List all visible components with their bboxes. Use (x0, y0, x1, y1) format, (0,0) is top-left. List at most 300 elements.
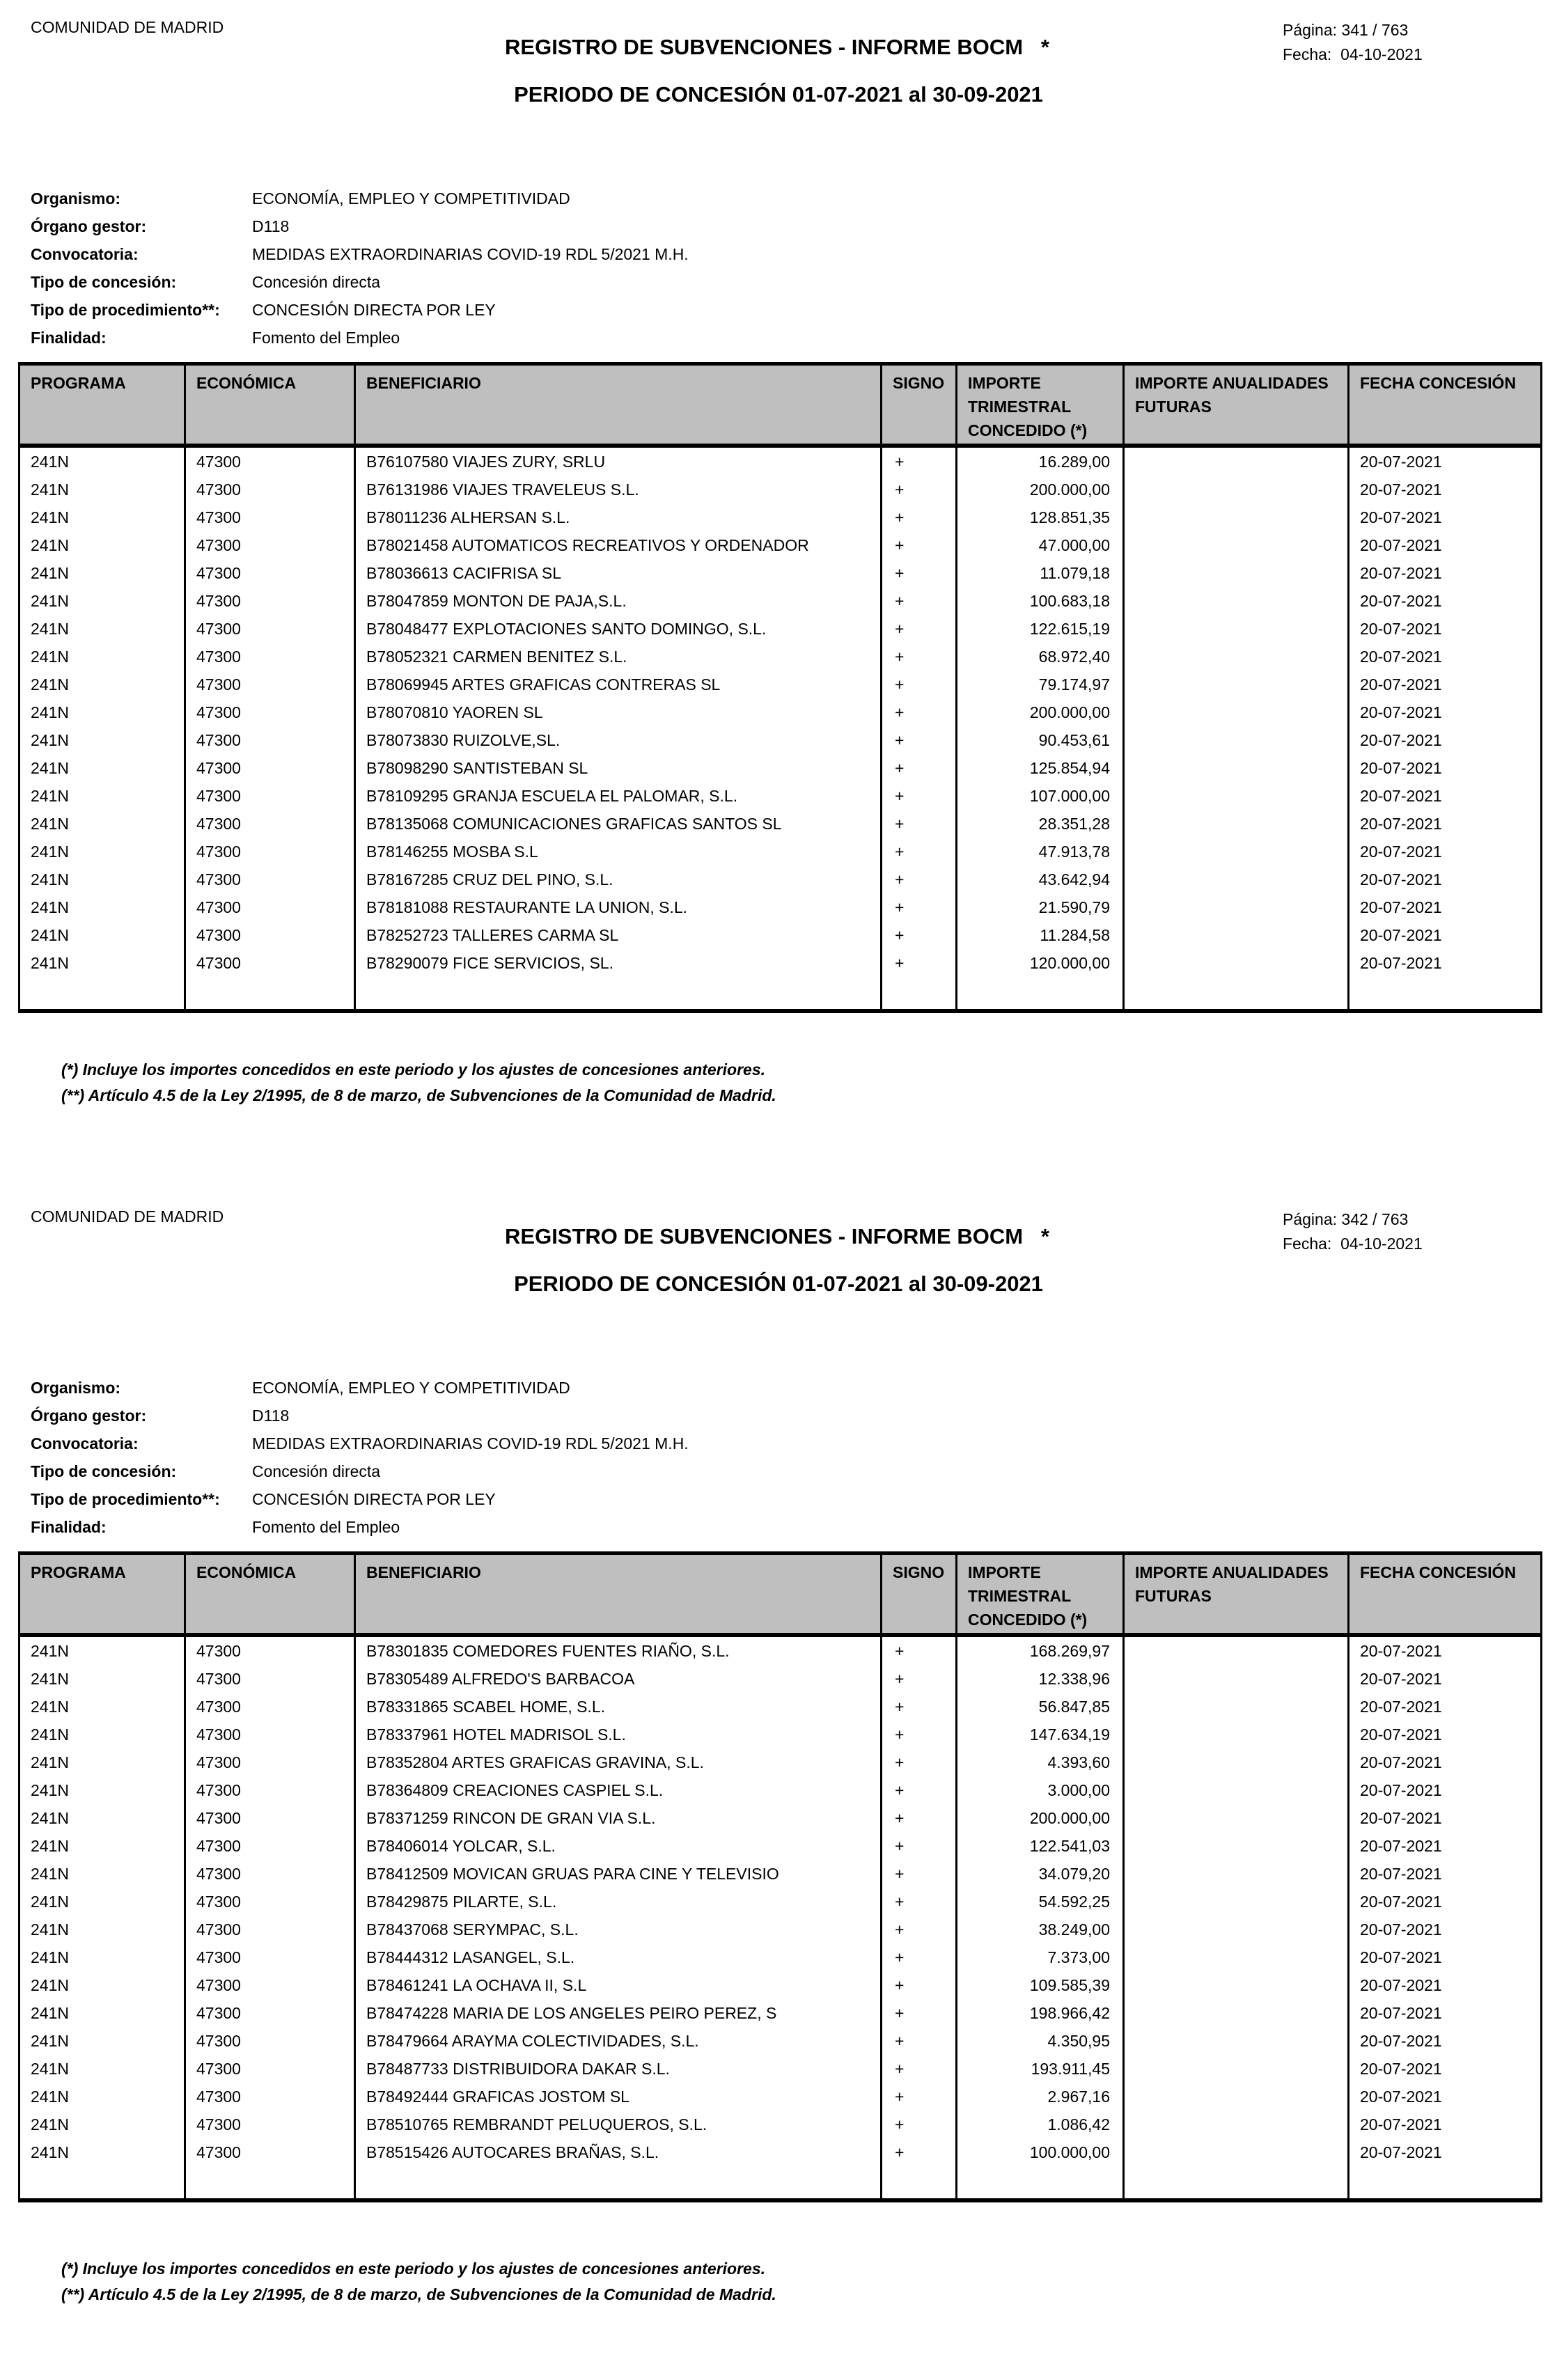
cell-signo: + (882, 2083, 957, 2111)
cell-importe-trimestral: 11.079,18 (957, 559, 1124, 587)
table-row (19, 2138, 1542, 2166)
cell-importe-anualidades (1124, 2083, 1349, 2111)
cell-beneficiario: B78444312 LASANGEL, S.L. (355, 1943, 882, 1971)
cell-signo: + (882, 866, 957, 893)
cell-programa: 241N (19, 1916, 185, 1943)
cell-signo: + (882, 893, 957, 921)
info-value: MEDIDAS EXTRAORDINARIAS COVID-19 RDL 5/2021 M.H. (252, 245, 689, 263)
column-header-economica: ECONÓMICA (185, 364, 355, 446)
cell-importe-trimestral: 54.592,25 (957, 1888, 1124, 1916)
cell-economica: 47300 (185, 949, 355, 977)
cell-fecha-concesion: 20-07-2021 (1349, 643, 1542, 671)
cell-economica: 47300 (185, 698, 355, 726)
cell-beneficiario: B78301835 COMEDORES FUENTES RIAÑO, S.L. (355, 1635, 882, 1665)
cell-fecha-concesion: 20-07-2021 (1349, 949, 1542, 977)
table-row (19, 866, 1542, 893)
cell-fecha-concesion: 20-07-2021 (1349, 2055, 1542, 2083)
cell-importe-anualidades (1124, 1804, 1349, 1832)
cell-signo: + (882, 726, 957, 754)
cell-programa: 241N (19, 866, 185, 893)
cell-importe-anualidades (1124, 921, 1349, 949)
cell-importe-anualidades (1124, 866, 1349, 893)
info-value: CONCESIÓN DIRECTA POR LEY (252, 301, 496, 319)
cell-beneficiario: B78479664 ARAYMA COLECTIVIDADES, S.L. (355, 2027, 882, 2055)
cell-signo: + (882, 810, 957, 838)
cell-signo: + (882, 698, 957, 726)
grants-table (18, 362, 1542, 1013)
cell-signo: + (882, 1888, 957, 1916)
cell-signo: + (882, 1748, 957, 1776)
cell-fecha-concesion: 20-07-2021 (1349, 671, 1542, 698)
page-info (1283, 18, 1423, 67)
empty-cell (1124, 977, 1349, 1011)
cell-economica: 47300 (185, 1693, 355, 1721)
cell-importe-anualidades (1124, 615, 1349, 643)
cell-programa: 241N (19, 1804, 185, 1832)
cell-beneficiario: B78052321 CARMEN BENITEZ S.L. (355, 643, 882, 671)
cell-importe-anualidades (1124, 1916, 1349, 1943)
cell-signo: + (882, 1693, 957, 1721)
cell-beneficiario: B78070810 YAOREN SL (355, 698, 882, 726)
cell-importe-trimestral: 3.000,00 (957, 1776, 1124, 1804)
cell-beneficiario: B78036613 CACIFRISA SL (355, 559, 882, 587)
cell-beneficiario: B78412509 MOVICAN GRUAS PARA CINE Y TELEVISIO (355, 1860, 882, 1888)
cell-economica: 47300 (185, 810, 355, 838)
cell-fecha-concesion: 20-07-2021 (1349, 1693, 1542, 1721)
cell-importe-trimestral: 79.174,97 (957, 671, 1124, 698)
column-header-fecha-concesion: FECHA CONCESIÓN (1349, 1553, 1542, 1636)
table-row (19, 1916, 1542, 1943)
cell-importe-anualidades (1124, 698, 1349, 726)
cell-importe-anualidades (1124, 782, 1349, 810)
cell-beneficiario: B76107580 VIAJES ZURY, SRLU (355, 446, 882, 476)
cell-beneficiario: B78135068 COMUNICACIONES GRAFICAS SANTOS SL (355, 810, 882, 838)
column-header-beneficiario: BENEFICIARIO (355, 364, 882, 446)
table-row (19, 2111, 1542, 2138)
cell-signo: + (882, 559, 957, 587)
cell-programa: 241N (19, 1943, 185, 1971)
cell-fecha-concesion: 20-07-2021 (1349, 587, 1542, 615)
table-row (19, 1888, 1542, 1916)
cell-beneficiario: B78515426 AUTOCARES BRAÑAS, S.L. (355, 2138, 882, 2166)
report-page (0, 1189, 1557, 2380)
cell-economica: 47300 (185, 838, 355, 866)
cell-importe-trimestral: 38.249,00 (957, 1916, 1124, 1943)
cell-signo: + (882, 643, 957, 671)
cell-signo: + (882, 782, 957, 810)
cell-beneficiario: B78011236 ALHERSAN S.L. (355, 503, 882, 531)
cell-economica: 47300 (185, 1776, 355, 1804)
cell-fecha-concesion: 20-07-2021 (1349, 754, 1542, 782)
cell-beneficiario: B78364809 CREACIONES CASPIEL S.L. (355, 1776, 882, 1804)
cell-importe-trimestral: 147.634,19 (957, 1721, 1124, 1748)
cell-importe-trimestral: 168.269,97 (957, 1635, 1124, 1665)
cell-beneficiario: B78492444 GRAFICAS JOSTOM SL (355, 2083, 882, 2111)
cell-importe-anualidades (1124, 1693, 1349, 1721)
cell-programa: 241N (19, 559, 185, 587)
cell-programa: 241N (19, 782, 185, 810)
cell-fecha-concesion: 20-07-2021 (1349, 2111, 1542, 2138)
table-row (19, 838, 1542, 866)
cell-importe-anualidades (1124, 754, 1349, 782)
empty-cell (185, 977, 355, 1011)
cell-beneficiario: B78474228 MARIA DE LOS ANGELES PEIRO PEREZ, S (355, 1999, 882, 2027)
report-period: PERIODO DE CONCESIÓN 01-07-2021 al 30-09-2021 (514, 82, 1043, 107)
page-number: Página: 341 / 763 (1283, 21, 1409, 39)
cell-economica: 47300 (185, 671, 355, 698)
table-row (19, 2055, 1542, 2083)
info-label: Convocatoria: (31, 245, 139, 263)
cell-beneficiario: B78073830 RUIZOLVE,SL. (355, 726, 882, 754)
cell-importe-anualidades (1124, 1971, 1349, 1999)
cell-economica: 47300 (185, 782, 355, 810)
cell-beneficiario: B78167285 CRUZ DEL PINO, S.L. (355, 866, 882, 893)
cell-importe-anualidades (1124, 1943, 1349, 1971)
report-title-text: REGISTRO DE SUBVENCIONES - INFORME BOCM * (505, 35, 1049, 59)
cell-signo: + (882, 754, 957, 782)
footnotes (61, 1057, 776, 1109)
empty-cell (19, 2166, 185, 2200)
cell-importe-anualidades (1124, 1635, 1349, 1665)
cell-fecha-concesion: 20-07-2021 (1349, 838, 1542, 866)
table-row (19, 782, 1542, 810)
table-row (19, 1748, 1542, 1776)
cell-fecha-concesion: 20-07-2021 (1349, 531, 1542, 559)
cell-programa: 241N (19, 1721, 185, 1748)
cell-beneficiario: B78146255 MOSBA S.L (355, 838, 882, 866)
cell-fecha-concesion: 20-07-2021 (1349, 866, 1542, 893)
info-label: Organismo: (31, 189, 121, 208)
info-value: Concesión directa (252, 273, 381, 291)
cell-importe-trimestral: 4.393,60 (957, 1748, 1124, 1776)
cell-beneficiario: B78047859 MONTON DE PAJA,S.L. (355, 587, 882, 615)
cell-importe-trimestral: 16.289,00 (957, 446, 1124, 476)
cell-importe-trimestral: 200.000,00 (957, 1804, 1124, 1832)
cell-importe-trimestral: 109.585,39 (957, 1971, 1124, 1999)
footnote-1: (*) Incluye los importes concedidos en este periodo y los ajustes de concesiones anteriores. (61, 1060, 766, 1079)
cell-importe-anualidades (1124, 643, 1349, 671)
cell-programa: 241N (19, 2055, 185, 2083)
cell-signo: + (882, 1665, 957, 1693)
cell-signo: + (882, 949, 957, 977)
cell-fecha-concesion: 20-07-2021 (1349, 1776, 1542, 1804)
cell-economica: 47300 (185, 643, 355, 671)
cell-importe-anualidades (1124, 1721, 1349, 1748)
cell-importe-trimestral: 12.338,96 (957, 1665, 1124, 1693)
cell-fecha-concesion: 20-07-2021 (1349, 1999, 1542, 2027)
info-label: Organismo: (31, 1379, 121, 1397)
report-period: PERIODO DE CONCESIÓN 01-07-2021 al 30-09-2021 (514, 1271, 1043, 1296)
cell-economica: 47300 (185, 1804, 355, 1832)
cell-programa: 241N (19, 643, 185, 671)
table-row (19, 810, 1542, 838)
table-row (19, 1635, 1542, 1665)
cell-fecha-concesion: 20-07-2021 (1349, 559, 1542, 587)
cell-importe-anualidades (1124, 559, 1349, 587)
table-row (19, 754, 1542, 782)
cell-importe-trimestral: 47.000,00 (957, 531, 1124, 559)
cell-importe-trimestral: 198.966,42 (957, 1999, 1124, 2027)
cell-importe-anualidades (1124, 1999, 1349, 2027)
cell-economica: 47300 (185, 1860, 355, 1888)
cell-importe-trimestral: 11.284,58 (957, 921, 1124, 949)
table-row (19, 1860, 1542, 1888)
cell-fecha-concesion: 20-07-2021 (1349, 1748, 1542, 1776)
cell-importe-trimestral: 200.000,00 (957, 698, 1124, 726)
cell-economica: 47300 (185, 1832, 355, 1860)
cell-importe-trimestral: 100.000,00 (957, 2138, 1124, 2166)
cell-fecha-concesion: 20-07-2021 (1349, 1721, 1542, 1748)
cell-signo: + (882, 446, 957, 476)
cell-programa: 241N (19, 476, 185, 503)
cell-importe-anualidades (1124, 671, 1349, 698)
empty-cell (185, 2166, 355, 2200)
cell-beneficiario: B78510765 REMBRANDT PELUQUEROS, S.L. (355, 2111, 882, 2138)
cell-programa: 241N (19, 838, 185, 866)
cell-economica: 47300 (185, 1635, 355, 1665)
table-row (19, 1971, 1542, 1999)
cell-economica: 47300 (185, 866, 355, 893)
cell-fecha-concesion: 20-07-2021 (1349, 1888, 1542, 1916)
cell-programa: 241N (19, 949, 185, 977)
cell-programa: 241N (19, 2138, 185, 2166)
cell-importe-trimestral: 200.000,00 (957, 476, 1124, 503)
table-row (19, 893, 1542, 921)
cell-fecha-concesion: 20-07-2021 (1349, 2027, 1542, 2055)
table-row (19, 698, 1542, 726)
cell-fecha-concesion: 20-07-2021 (1349, 476, 1542, 503)
cell-fecha-concesion: 20-07-2021 (1349, 1804, 1542, 1832)
footnote-2: (**) Artículo 4.5 de la Ley 2/1995, de 8 de marzo, de Subvenciones de la Comunidad de Madrid. (61, 1086, 776, 1104)
cell-programa: 241N (19, 726, 185, 754)
table-row (19, 531, 1542, 559)
cell-fecha-concesion: 20-07-2021 (1349, 1860, 1542, 1888)
report-title-text: REGISTRO DE SUBVENCIONES - INFORME BOCM * (505, 1224, 1049, 1248)
table-bottom-spacer (19, 977, 1542, 1011)
cell-fecha-concesion: 20-07-2021 (1349, 921, 1542, 949)
table-row (19, 1776, 1542, 1804)
organization-name: COMUNIDAD DE MADRID (31, 1207, 224, 1226)
table-row (19, 2083, 1542, 2111)
cell-beneficiario: B76131986 VIAJES TRAVELEUS S.L. (355, 476, 882, 503)
cell-fecha-concesion: 20-07-2021 (1349, 810, 1542, 838)
table-row (19, 1693, 1542, 1721)
cell-economica: 47300 (185, 531, 355, 559)
table-row (19, 587, 1542, 615)
empty-cell (957, 977, 1124, 1011)
cell-beneficiario: B78331865 SCABEL HOME, S.L. (355, 1693, 882, 1721)
cell-fecha-concesion: 20-07-2021 (1349, 893, 1542, 921)
cell-economica: 47300 (185, 1665, 355, 1693)
cell-signo: + (882, 1635, 957, 1665)
cell-signo: + (882, 1943, 957, 1971)
cell-economica: 47300 (185, 1971, 355, 1999)
cell-importe-anualidades (1124, 1888, 1349, 1916)
cell-economica: 47300 (185, 615, 355, 643)
cell-importe-trimestral: 100.683,18 (957, 587, 1124, 615)
cell-importe-trimestral: 56.847,85 (957, 1693, 1124, 1721)
cell-programa: 241N (19, 893, 185, 921)
table-row (19, 1721, 1542, 1748)
cell-importe-anualidades (1124, 2055, 1349, 2083)
table-row (19, 921, 1542, 949)
column-header-importe-anualidades: IMPORTE ANUALIDADES FUTURAS (1124, 1553, 1349, 1636)
cell-economica: 47300 (185, 2027, 355, 2055)
empty-cell (1124, 2166, 1349, 2200)
cell-fecha-concesion: 20-07-2021 (1349, 1635, 1542, 1665)
cell-signo: + (882, 2138, 957, 2166)
cell-signo: + (882, 503, 957, 531)
cell-fecha-concesion: 20-07-2021 (1349, 1943, 1542, 1971)
cell-beneficiario: B78371259 RINCON DE GRAN VIA S.L. (355, 1804, 882, 1832)
cell-economica: 47300 (185, 587, 355, 615)
table-row (19, 1804, 1542, 1832)
cell-programa: 241N (19, 1832, 185, 1860)
cell-programa: 241N (19, 587, 185, 615)
cell-signo: + (882, 615, 957, 643)
cell-programa: 241N (19, 754, 185, 782)
column-header-beneficiario: BENEFICIARIO (355, 1553, 882, 1636)
cell-beneficiario: B78181088 RESTAURANTE LA UNION, S.L. (355, 893, 882, 921)
cell-importe-anualidades (1124, 838, 1349, 866)
cell-fecha-concesion: 20-07-2021 (1349, 726, 1542, 754)
cell-economica: 47300 (185, 446, 355, 476)
cell-programa: 241N (19, 2111, 185, 2138)
cell-importe-trimestral: 47.913,78 (957, 838, 1124, 866)
cell-beneficiario: B78305489 ALFREDO'S BARBACOA (355, 1665, 882, 1693)
cell-importe-anualidades (1124, 949, 1349, 977)
info-label: Finalidad: (31, 329, 107, 347)
cell-economica: 47300 (185, 726, 355, 754)
empty-cell (355, 977, 882, 1011)
cell-importe-trimestral: 128.851,35 (957, 503, 1124, 531)
cell-economica: 47300 (185, 1943, 355, 1971)
cell-beneficiario: B78429875 PILARTE, S.L. (355, 1888, 882, 1916)
cell-fecha-concesion: 20-07-2021 (1349, 1971, 1542, 1999)
cell-importe-trimestral: 34.079,20 (957, 1860, 1124, 1888)
cell-signo: + (882, 671, 957, 698)
cell-beneficiario: B78069945 ARTES GRAFICAS CONTRERAS SL (355, 671, 882, 698)
info-value: ECONOMÍA, EMPLEO Y COMPETITIVIDAD (252, 189, 570, 208)
page-number: Página: 342 / 763 (1283, 1210, 1409, 1228)
info-value: Fomento del Empleo (252, 329, 400, 347)
info-label: Tipo de concesión: (31, 273, 177, 291)
info-value: D118 (252, 1407, 290, 1425)
cell-beneficiario: B78352804 ARTES GRAFICAS GRAVINA, S.L. (355, 1748, 882, 1776)
cell-signo: + (882, 1804, 957, 1832)
column-header-importe-anualidades: IMPORTE ANUALIDADES FUTURAS (1124, 364, 1349, 446)
cell-programa: 241N (19, 1748, 185, 1776)
table-row (19, 1999, 1542, 2027)
column-header-programa: PROGRAMA (19, 364, 185, 446)
cell-importe-trimestral: 68.972,40 (957, 643, 1124, 671)
info-label: Tipo de concesión: (31, 1462, 177, 1480)
table-row (19, 503, 1542, 531)
empty-cell (355, 2166, 882, 2200)
table-row (19, 671, 1542, 698)
table-row (19, 559, 1542, 587)
cell-economica: 47300 (185, 2083, 355, 2111)
cell-programa: 241N (19, 503, 185, 531)
empty-cell (19, 977, 185, 1011)
cell-economica: 47300 (185, 503, 355, 531)
info-label: Convocatoria: (31, 1434, 139, 1453)
cell-importe-trimestral: 90.453,61 (957, 726, 1124, 754)
empty-cell (882, 2166, 957, 2200)
column-header-importe-trimestral: IMPORTE TRIMESTRAL CONCEDIDO (*) (957, 364, 1124, 446)
cell-importe-trimestral: 193.911,45 (957, 2055, 1124, 2083)
cell-beneficiario: B78021458 AUTOMATICOS RECREATIVOS Y ORDENADOR (355, 531, 882, 559)
cell-economica: 47300 (185, 476, 355, 503)
cell-importe-trimestral: 107.000,00 (957, 782, 1124, 810)
cell-signo: + (882, 1999, 957, 2027)
cell-fecha-concesion: 20-07-2021 (1349, 2138, 1542, 2166)
cell-importe-trimestral: 7.373,00 (957, 1943, 1124, 1971)
cell-signo: + (882, 1832, 957, 1860)
cell-importe-anualidades (1124, 476, 1349, 503)
cell-programa: 241N (19, 531, 185, 559)
cell-signo: + (882, 1916, 957, 1943)
cell-economica: 47300 (185, 1721, 355, 1748)
table-row (19, 476, 1542, 503)
cell-signo: + (882, 1776, 957, 1804)
cell-importe-anualidades (1124, 893, 1349, 921)
info-value: D118 (252, 217, 290, 235)
cell-importe-trimestral: 21.590,79 (957, 893, 1124, 921)
info-value: Fomento del Empleo (252, 1518, 400, 1536)
cell-fecha-concesion: 20-07-2021 (1349, 1916, 1542, 1943)
table-row (19, 726, 1542, 754)
cell-importe-trimestral: 125.854,94 (957, 754, 1124, 782)
table-row (19, 615, 1542, 643)
cell-importe-anualidades (1124, 446, 1349, 476)
cell-economica: 47300 (185, 1888, 355, 1916)
grants-table (18, 1551, 1542, 2202)
table-row (19, 643, 1542, 671)
report-date: Fecha: 04-10-2021 (1283, 45, 1423, 63)
column-header-programa: PROGRAMA (19, 1553, 185, 1636)
cell-importe-trimestral: 28.351,28 (957, 810, 1124, 838)
empty-cell (957, 2166, 1124, 2200)
table-row (19, 446, 1542, 476)
cell-fecha-concesion: 20-07-2021 (1349, 2083, 1542, 2111)
cell-beneficiario: B78098290 SANTISTEBAN SL (355, 754, 882, 782)
info-value: Concesión directa (252, 1462, 381, 1480)
cell-beneficiario: B78406014 YOLCAR, S.L. (355, 1832, 882, 1860)
cell-importe-trimestral: 2.967,16 (957, 2083, 1124, 2111)
footnote-2: (**) Artículo 4.5 de la Ley 2/1995, de 8 de marzo, de Subvenciones de la Comunidad de Madrid. (61, 2285, 776, 2303)
column-header-importe-trimestral: IMPORTE TRIMESTRAL CONCEDIDO (*) (957, 1553, 1124, 1636)
cell-beneficiario: B78461241 LA OCHAVA II, S.L (355, 1971, 882, 1999)
cell-beneficiario: B78109295 GRANJA ESCUELA EL PALOMAR, S.L. (355, 782, 882, 810)
cell-importe-anualidades (1124, 1860, 1349, 1888)
info-label: Finalidad: (31, 1518, 107, 1536)
info-value: CONCESIÓN DIRECTA POR LEY (252, 1490, 496, 1508)
cell-beneficiario: B78290079 FICE SERVICIOS, SL. (355, 949, 882, 977)
cell-fecha-concesion: 20-07-2021 (1349, 446, 1542, 476)
empty-cell (1349, 2166, 1542, 2200)
cell-importe-anualidades (1124, 1776, 1349, 1804)
cell-importe-anualidades (1124, 1832, 1349, 1860)
organization-name: COMUNIDAD DE MADRID (31, 18, 224, 36)
cell-importe-trimestral: 4.350,95 (957, 2027, 1124, 2055)
cell-programa: 241N (19, 1860, 185, 1888)
cell-programa: 241N (19, 615, 185, 643)
cell-programa: 241N (19, 1888, 185, 1916)
cell-beneficiario: B78048477 EXPLOTACIONES SANTO DOMINGO, S.L. (355, 615, 882, 643)
table-row (19, 1665, 1542, 1693)
cell-economica: 47300 (185, 2138, 355, 2166)
